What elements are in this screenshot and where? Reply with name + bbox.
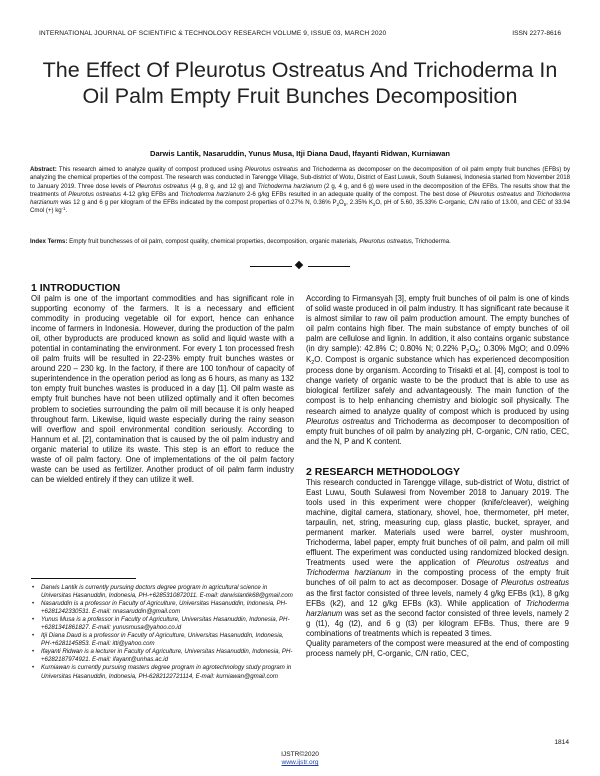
paper-title: The Effect Of Pleurotus Ostreatus And Trichoderma In Oil Palm Empty Fruit Bunches Decomposition bbox=[42, 58, 558, 108]
copyright-notice: IJSTR©2020 bbox=[281, 751, 319, 758]
footnote-item: • Darwis Lantik is currently pursuing doctors degree program in agricultural science in Universitas Hasanuddin, Indonesia, PH-+6285310872011. E-mail: darwislantik68@gmail.com bbox=[31, 584, 294, 600]
abstract-label: Abstract: bbox=[30, 166, 57, 173]
footnote-item: • Kurniawan is currently pursuing masters degree program in agrotechnology study program in Universitas Hasanuddin, Indonesia, PH-6282122721114, E-mail: kurniawan@gmail.com bbox=[31, 664, 294, 680]
issn-number: ISSN 2277-8616 bbox=[512, 30, 561, 37]
index-terms-label: Index Terms: bbox=[30, 238, 68, 245]
introduction-paragraph-2: According to Firmansyah [3], empty fruit bunches of oil palm is one of kinds of solid waste produced in oil palm industry. It has significant rate because it is almost similar to raw oil palm production amount. The empty bunches of oil palm contains high fiber. The main substance of empty bunches of oil palm are cellulose and lignin. In addition, it also contains organic substance (in dry sample): 42.8% C; 0.80% N; 0.22% $P_2O_5$; 0.30% MgO; and 0.09% $K_2O$. Compost is organic substance which has experienced decomposition process done by organism. According to Trisakti et al. [4], compost is tool to change variety of organic waste to be the product that is able to use as biological fertilizer safely and advantageously. The main function of the compost is to help enhancing chemistry and biologic soil physically. The research aimed to analyze quality of compost which is produced by using Pleurotus ostreatus and Trichoderma as decomposer to decomposition of empty fruit bunches of oil palm by analyzing pH, C-organic, C/N ratio, CEC, and the N, P and K content. bbox=[306, 294, 569, 446]
journal-running-head: INTERNATIONAL JOURNAL OF SCIENTIFIC & TECHNOLOGY RESEARCH VOLUME 9, ISSUE 03, MARCH 2020 bbox=[39, 30, 387, 37]
footnote-item: • Nasaruddin is a professor in Faculty of Agriculture, Universitas Hasanuddin, Indonesia, PH-+6281242330531. E-mail: nnasaruddin@gmail.com bbox=[31, 600, 294, 616]
author-footnotes bbox=[31, 584, 294, 681]
diamond-ornament-icon bbox=[295, 261, 303, 269]
footnote-item: • Itji Diana Daud is a professor in Faculty of Agriculture, Universitas Hasanuddin, Indonesia, PH-+6281145853. E-mail: itti@yahoo.com bbox=[31, 632, 294, 648]
methodology-paragraph: This research conducted in Tarengge village, sub-district of Wotu, district of East Luwu, South Sulawesi from November 2018 to January 2019. The tools used in this experiment were chopper (knife/cleaver), weighing machine, digital camera, stationary, shovel, hoe, thermometer, pH meter, tarpaulin, net, string, measuring cup, glass plastic, bucket, sprayer, and permanent marker. Materials used were barrel, oyster mushroom, Trichoderma, label paper, empty fruit bunches of oil palm, and palm oil mill effluent. The experiment was conducted using randomized blocked design. Treatments used were the application of Pleurotus ostreatus and Trichoderma harzianum in the composting process of the empty fruit bunches of oil palm to act as decomposer. Dosage of Pleurotus ostreatus as the first factor consisted of three levels, namely 4 g/kg EFBs (k1), 8 g/kg EFBs (k2), and 12 g/kg EFBs (k3). While application of Trichoderma harzianum was set as the second factor consisted of three levels, namely 2 g (t1), 4g (t2), and 6 g (t3) per kilogram EFBs. Thus, there are 9 combinations of treatments which is repeated 3 times. Quality parameters of the compost were measured at the end of composting process namely pH, C-organic, C/N ratio, CEC, bbox=[306, 478, 569, 658]
website-link[interactable]: www.ijstr.org bbox=[281, 759, 319, 766]
section-divider bbox=[250, 262, 350, 270]
index-terms: Index Terms: Empty fruit bunchesses of oil palm, compost quality, chemical properties, decomposition, organic materials, Pleurotus ostreatus, Trichoderma. bbox=[30, 238, 451, 245]
author-list: Darwis Lantik, Nasaruddin, Yunus Musa, Itji Diana Daud, Ifayanti Ridwan, Kurniawan bbox=[150, 149, 450, 158]
section-heading-introduction: 1 INTRODUCTION bbox=[31, 282, 121, 294]
footnote-item: • Yunus Musa is a professor in Faculty of Agriculture, Universitas Hasanuddin, Indonesia, PH-+6281341861827. E-mail: yunusmusa@yahoo.co.id bbox=[31, 616, 294, 632]
methodology-paragraph-2: Quality parameters of the compost were measured at the end of composting process namely pH, C-organic, C/N ratio, CEC, bbox=[306, 638, 569, 658]
page-number: 1814 bbox=[554, 739, 569, 746]
footnote-rule bbox=[31, 578, 136, 579]
section-heading-methodology: 2 RESEARCH METHODOLOGY bbox=[306, 466, 461, 478]
abstract: Abstract: This research aimed to analyze quality of compost produced using Pleurotus ostreatus and Trichoderma as decomposer on the decomposition of oil palm empty fruit bunches (EFBs) by analyzing the chemical properties of the compost. The research was conducted in Tarengge Village, Sub-district of Wotu, District of East Luwuk, South Sulawesi, Indonesia started from November 2018 to January 2019. Three dose levels of Pleurotus ostreatus (4 g, 8 g, and 12 g) and Trichoderma harzianum (2 g, 4 g, and 6 g) were used in the decomposition of the EFBs. The results show that the treatments of Pleurotus ostreatus 4-12 g/kg EFBs and Trichoderma harzianum 2-6 g/kg EFBs resulted in an adequate quality of the compost. The best dose of Pleurotus ostreatus and Trichoderma harzianum was 12 g and 6 g per kilogram of the EFBs indicated by the compost properties of 0.27% N, 0.36% $P_2O_5$, 2.35% $K_2O$, pH of 5.60, 35.33% C-organic, C/N ratio of 13.00, and CEC of 33.94 Cmol (+) $kg^{-1}$. bbox=[30, 166, 570, 215]
footnote-item: • Ifayanti Ridwan is a lecturer in Faculty of Agriculture, Universitas Hasanuddin, Indonesia, PH-+6282187974921. E-mail: ifayant@unhas.ac.id bbox=[31, 648, 294, 664]
introduction-paragraph-1: Oil palm is one of the important commodities and has significant role in supporting economy of the farmers. It is a necessary and efficient commodity in producing vegetable oil for export, hence can enhance income of farmers in Indonesia. However, during the production of the palm oil, other byproducts are produced known as solid and liquid waste with a potential in contaminating the environment. For every 1 ton processed fresh oil palm fruits will be resulted in 22-23% empty fruit bunches wastes or around 220 – 230 kg. In the factory, if there are 100 ton/hour of capacity of superintendence in the operation period as long as 6 hours, as many as 132 ton empty fruit bunches wastes is produced in a day [1]. Oil palm waste as empty fruit bunches have not been utilized optimally and it often becomes problem to societies surrounding the palm oil mill because it is only heaped throughout farm. Likewise, liquid waste especially during the rainy season will overflow and spoil environmental condition seriously. According to Hannum et al. [2], contamination that is caused by the oil palm industry and organic material to utilize its waste. This step is an effort to reduce the waste of oil palm factory. One of implementations of the oil palm factory waste can be used as fertilizer. Another product of oil palm farm industry can be wielded entirely if they can utilize it well. bbox=[31, 294, 294, 484]
